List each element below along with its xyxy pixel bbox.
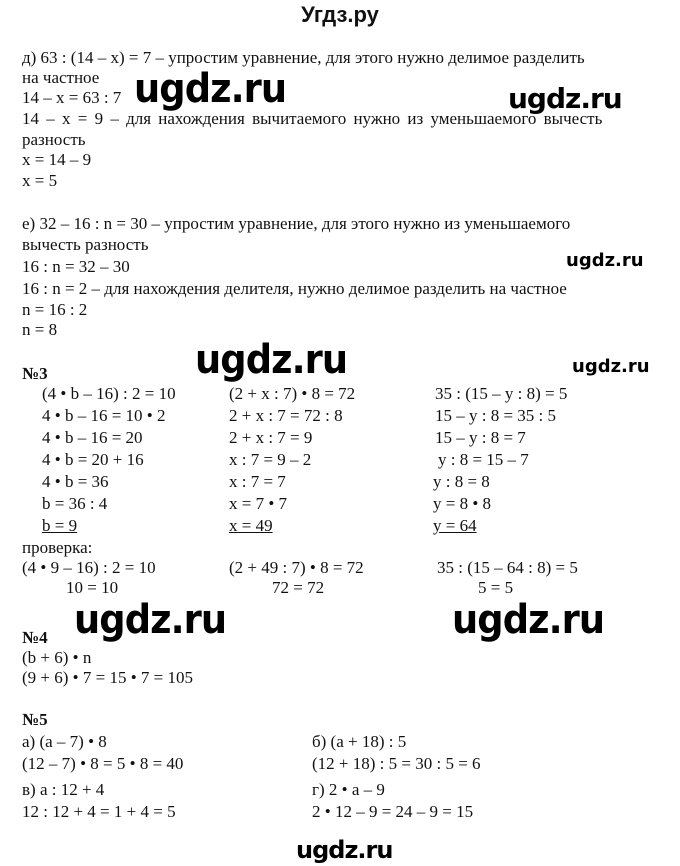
task-heading: №5: [22, 710, 48, 729]
check-label: проверка:: [22, 538, 93, 557]
equation-step: y = 8 • 8: [433, 494, 492, 513]
check-expression: (2 + 49 : 7) • 8 = 72: [229, 558, 364, 577]
text-line: x = 5: [22, 171, 58, 190]
watermark: ugdz.ru: [452, 597, 605, 643]
watermark: ugdz.ru: [508, 82, 622, 115]
calculation: 12 : 12 + 4 = 1 + 4 = 5: [22, 802, 176, 821]
text-line: вычесть разность: [22, 235, 149, 254]
task-heading: №3: [22, 364, 48, 383]
equation-step: y : 8 = 15 – 7: [438, 450, 529, 469]
equation-step: (4 • b – 16) : 2 = 10: [42, 384, 176, 403]
expression: б) (a + 18) : 5: [312, 732, 407, 751]
equation-step: b = 36 : 4: [42, 494, 108, 513]
text-line: 14 – x = 63 : 7: [22, 88, 122, 107]
calculation: (12 – 7) • 8 = 5 • 8 = 40: [22, 754, 184, 773]
equation-step: x : 7 = 9 – 2: [229, 450, 312, 469]
answer: y = 64: [433, 516, 477, 535]
expression: (b + 6) • n: [22, 648, 92, 667]
equation-step: x = 7 • 7: [229, 494, 288, 513]
watermark: ugdz.ru: [572, 356, 650, 377]
check-result: 10 = 10: [66, 578, 119, 597]
watermark: ugdz.ru: [134, 66, 287, 112]
check-expression: (4 • 9 – 16) : 2 = 10: [22, 558, 156, 577]
expression: г) 2 • a – 9: [312, 780, 385, 799]
watermark: ugdz.ru: [296, 836, 393, 864]
equation-step: 4 • b = 36: [42, 472, 109, 491]
answer: x = 49: [229, 516, 273, 535]
task-heading: №4: [22, 628, 48, 647]
equation-step: 35 : (15 – y : 8) = 5: [435, 384, 568, 403]
equation-step: (2 + x : 7) • 8 = 72: [229, 384, 356, 403]
answer: b = 9: [42, 516, 78, 535]
text-line: д) 63 : (14 – x) = 7 – упростим уравнение, для этого нужно делимое разделить: [22, 48, 585, 67]
equation-step: 15 – y : 8 = 7: [435, 428, 526, 447]
calculation: 2 • 12 – 9 = 24 – 9 = 15: [312, 802, 474, 821]
text-line: n = 8: [22, 320, 58, 339]
check-result: 5 = 5: [478, 578, 514, 597]
equation-step: 4 • b – 16 = 20: [42, 428, 143, 447]
expression: (9 + 6) • 7 = 15 • 7 = 105: [22, 668, 193, 687]
watermark: ugdz.ru: [566, 250, 644, 271]
watermark: ugdz.ru: [195, 337, 348, 383]
calculation: (12 + 18) : 5 = 30 : 5 = 6: [312, 754, 481, 773]
text-line: на частное: [22, 68, 100, 87]
text-line: n = 16 : 2: [22, 300, 88, 319]
text-line: 16 : n = 2 – для нахождения делителя, нужно делимое разделить на частное: [22, 279, 567, 298]
equation-step: 4 • b = 20 + 16: [42, 450, 144, 469]
site-title[interactable]: Угдз.ру: [301, 2, 379, 27]
text-line: разность: [22, 130, 86, 149]
equation-step: y : 8 = 8: [433, 472, 490, 491]
expression: в) a : 12 + 4: [22, 780, 105, 799]
check-expression: 35 : (15 – 64 : 8) = 5: [437, 558, 578, 577]
text-line: x = 14 – 9: [22, 150, 92, 169]
watermark: ugdz.ru: [74, 597, 227, 643]
text-line: 16 : n = 32 – 30: [22, 257, 130, 276]
equation-step: 2 + x : 7 = 72 : 8: [229, 406, 343, 425]
text-line: е) 32 – 16 : n = 30 – упростим уравнение, для этого нужно из уменьшаемого: [22, 214, 571, 233]
equation-step: 15 – y : 8 = 35 : 5: [435, 406, 557, 425]
check-result: 72 = 72: [272, 578, 325, 597]
expression: а) (a – 7) • 8: [22, 732, 107, 751]
equation-step: 2 + x : 7 = 9: [229, 428, 313, 447]
equation-step: x : 7 = 7: [229, 472, 286, 491]
text-line: 14 – x = 9 – для нахождения вычитаемого нужно из уменьшаемого вычесть: [22, 109, 603, 128]
equation-step: 4 • b – 16 = 10 • 2: [42, 406, 166, 425]
